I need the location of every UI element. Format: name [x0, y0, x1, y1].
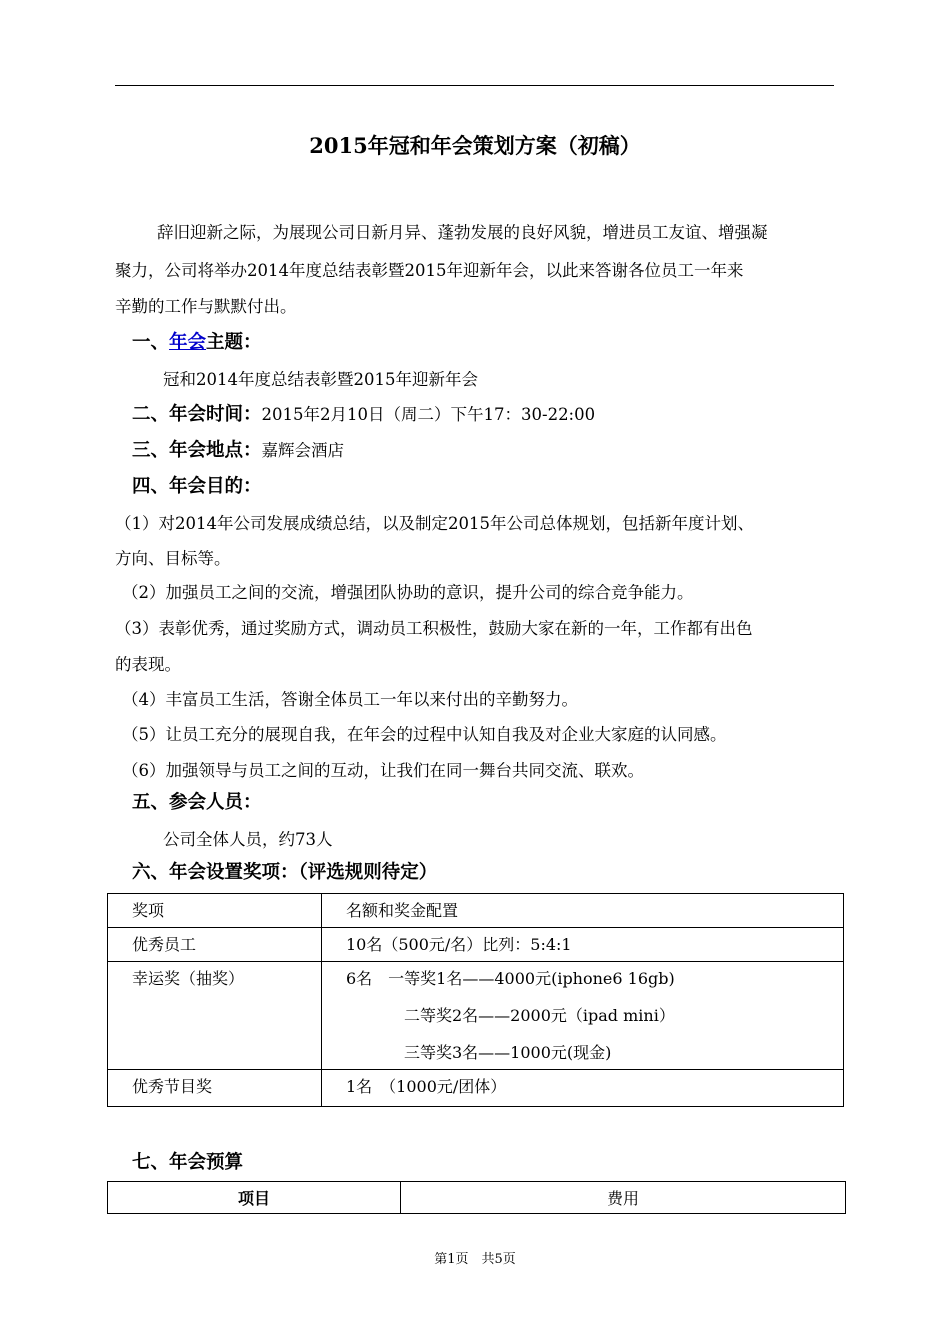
header-rule — [115, 85, 834, 86]
table-cell: 费用 — [401, 1182, 846, 1214]
table-cell: 奖项 — [108, 894, 322, 928]
purpose-item-4: （4）丰富员工生活，答谢全体员工一年以来付出的辛勤努力。 — [122, 690, 578, 709]
intro-line-2: 聚力，公司将举办2014年度总结表彰暨2015年迎新年会，以此来答谢各位员工一年来 — [115, 261, 744, 280]
purpose-item-2: （2）加强员工之间的交流，增强团队协助的意识，提升公司的综合竞争能力。 — [122, 583, 694, 602]
purpose-item-3-line-1: （3）表彰优秀，通过奖励方式，调动员工积极性，鼓励大家在新的一年，工作都有出色 — [115, 619, 753, 638]
intro-line-1: 辞旧迎新之际，为展现公司日新月异、蓬勃发展的良好风貌，增进员工友谊、增强凝 — [157, 223, 768, 242]
section-3-label: 三、年会地点： — [132, 440, 262, 461]
section-7-heading: 七、年会预算 — [132, 1152, 244, 1173]
intro-line-3: 辛勤的工作与默默付出。 — [115, 297, 297, 316]
awards-table — [107, 893, 844, 1107]
page-footer: 第1页 共5页 — [434, 1252, 516, 1267]
section-1-suffix: 主题： — [206, 332, 262, 353]
section-3-value: 嘉辉会酒店 — [261, 441, 345, 460]
table-cell: 幸运奖（抽奖） — [108, 962, 322, 1070]
budget-table — [107, 1181, 846, 1214]
section-1-prefix: 一、 — [132, 332, 170, 353]
table-row — [108, 1182, 846, 1214]
table-row — [108, 894, 844, 928]
purpose-item-1-line-2: 方向、目标等。 — [115, 549, 231, 568]
section-2-value: 2015年2月10日（周二）下午17：30-22:00 — [261, 405, 596, 424]
table-cell: 优秀员工 — [108, 928, 322, 962]
table-row — [108, 928, 844, 962]
section-2-heading — [132, 400, 595, 426]
lucky-prize-line-3: 三等奖3名——1000元(现金) — [404, 1043, 612, 1062]
purpose-item-6: （6）加强领导与员工之间的互动，让我们在同一舞台共同交流、联欢。 — [122, 761, 644, 780]
lucky-prize-line-1: 6名 一等奖1名——4000元(iphone6 16gb) — [346, 969, 675, 988]
section-3-heading — [132, 436, 344, 462]
table-cell: 1名 （1000元/团体） — [322, 1070, 844, 1107]
section-5-content: 公司全体人员，约73人 — [163, 830, 333, 849]
document-title: 2015年冠和年会策划方案（初稿） — [309, 133, 641, 158]
section-5-heading: 五、参会人员： — [132, 792, 262, 813]
table-cell: 名额和奖金配置 — [322, 894, 844, 928]
table-row — [108, 962, 844, 1070]
section-4-heading: 四、年会目的： — [132, 476, 262, 497]
section-1-content: 冠和2014年度总结表彰暨2015年迎新年会 — [163, 370, 478, 389]
table-cell: 10名（500元/名）比列：5:4:1 — [322, 928, 844, 962]
annual-meeting-link[interactable]: 年会 — [169, 332, 207, 353]
table-cell — [322, 962, 844, 1070]
section-6-heading: 六、年会设置奖项：（评选规则待定） — [132, 862, 438, 883]
table-cell: 项目 — [108, 1182, 401, 1214]
section-2-label: 二、年会时间： — [132, 404, 262, 425]
section-1-heading — [132, 328, 262, 354]
lucky-prize-line-2: 二等奖2名——2000元（ipad mini） — [404, 1006, 675, 1025]
purpose-item-5: （5）让员工充分的展现自我，在年会的过程中认知自我及对企业大家庭的认同感。 — [122, 725, 727, 744]
purpose-item-3-line-2: 的表现。 — [115, 655, 181, 674]
table-cell: 优秀节目奖 — [108, 1070, 322, 1107]
purpose-item-1-line-1: （1）对2014年公司发展成绩总结，以及制定2015年公司总体规划，包括新年度计划、 — [115, 514, 754, 533]
table-row — [108, 1070, 844, 1107]
